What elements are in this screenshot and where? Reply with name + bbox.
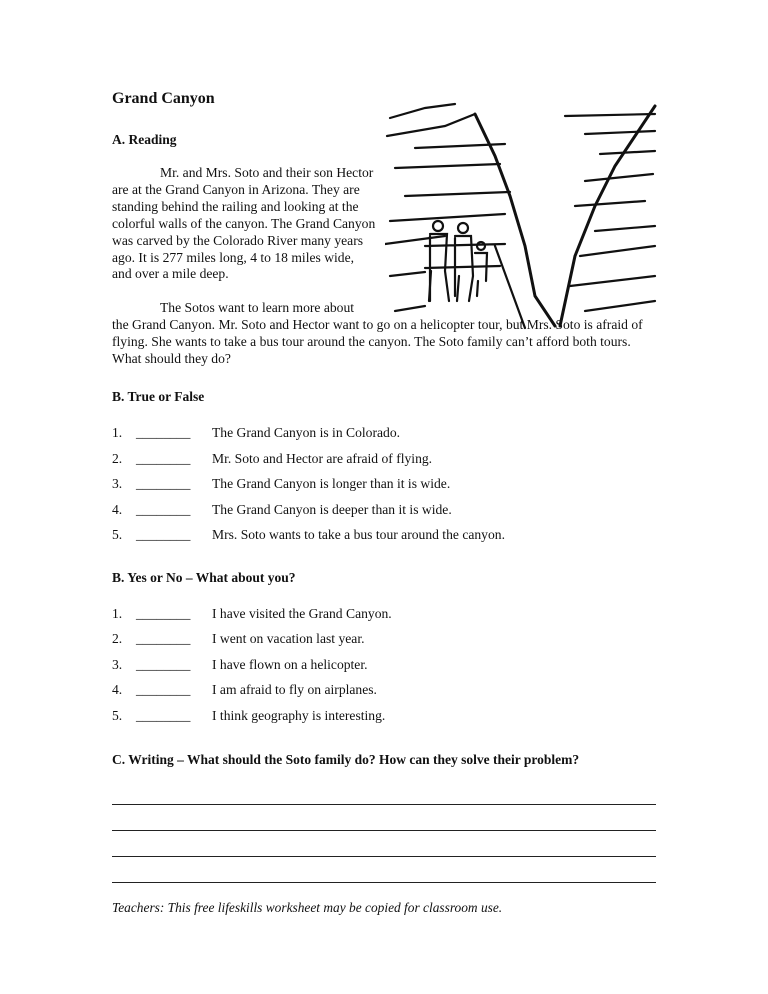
- reading-heading: A. Reading: [112, 132, 177, 147]
- item-number: 1.: [112, 425, 123, 440]
- writing-heading: C. Writing – What should the Soto family do? How can they solve their problem?: [112, 752, 580, 767]
- item-number: 2.: [112, 631, 123, 646]
- reading-paragraph-2-rest: the Grand Canyon. Mr. Soto and Hector want to go on a helicopter tour, but Mrs. Soto is afraid of flying. She wants to take a bus tour around the canyon. The Soto family can’t afford both tours. What should they do?: [112, 317, 643, 366]
- item-text: The Grand Canyon is deeper than it is wide.: [212, 502, 452, 517]
- footer-note: Teachers: This free lifeskills worksheet may be copied for classroom use.: [112, 900, 503, 915]
- writing-line[interactable]: [112, 882, 656, 883]
- answer-blank[interactable]: ________: [136, 657, 191, 672]
- item-text: I think geography is interesting.: [212, 708, 386, 723]
- item-text: I have visited the Grand Canyon.: [212, 606, 392, 621]
- answer-blank[interactable]: ________: [136, 527, 191, 542]
- list-item: [112, 451, 432, 467]
- answer-blank[interactable]: ________: [136, 502, 191, 517]
- item-number: 4.: [112, 502, 123, 517]
- item-text: Mrs. Soto wants to take a bus tour around the canyon.: [212, 527, 505, 542]
- item-text: I have flown on a helicopter.: [212, 657, 368, 672]
- list-item: [112, 708, 385, 724]
- item-number: 2.: [112, 451, 123, 466]
- item-number: 4.: [112, 682, 123, 697]
- answer-blank[interactable]: ________: [136, 451, 191, 466]
- answer-blank[interactable]: ________: [136, 476, 191, 491]
- list-item: [112, 682, 377, 698]
- writing-line[interactable]: [112, 856, 656, 857]
- item-text: I am afraid to fly on airplanes.: [212, 682, 377, 697]
- true-false-heading: B. True or False: [112, 389, 205, 404]
- reading-paragraph-1: Mr. and Mrs. Soto and their son Hector are at the Grand Canyon in Arizona. They are standing behind the railing and looking at the colorful walls of the canyon. The Grand Canyon was carved by the Colorado River many years ago. It is 277 miles long, 4 to 18 miles wide, and over a mile deep.: [112, 165, 376, 282]
- item-text: I went on vacation last year.: [212, 631, 365, 646]
- writing-line[interactable]: [112, 804, 656, 805]
- item-number: 3.: [112, 476, 123, 491]
- item-number: 5.: [112, 527, 123, 542]
- item-number: 5.: [112, 708, 123, 723]
- item-text: The Grand Canyon is in Colorado.: [212, 425, 401, 440]
- grand-canyon-illustration: [385, 96, 657, 334]
- reading-paragraph-2-start: The Sotos want to learn more about: [160, 300, 355, 315]
- answer-blank[interactable]: ________: [136, 606, 191, 621]
- item-number: 3.: [112, 657, 123, 672]
- answer-blank[interactable]: ________: [136, 708, 191, 723]
- list-item: [112, 631, 365, 647]
- list-item: [112, 527, 505, 543]
- list-item: [112, 425, 400, 441]
- answer-blank[interactable]: ________: [136, 425, 191, 440]
- page-title: Grand Canyon: [112, 90, 215, 107]
- yes-no-heading: B. Yes or No – What about you?: [112, 570, 296, 585]
- item-text: Mr. Soto and Hector are afraid of flying.: [212, 451, 433, 466]
- list-item: [112, 657, 368, 673]
- writing-line[interactable]: [112, 830, 656, 831]
- item-number: 1.: [112, 606, 123, 621]
- list-item: [112, 502, 452, 518]
- list-item: [112, 606, 392, 622]
- list-item: [112, 476, 450, 492]
- answer-blank[interactable]: ________: [136, 631, 191, 646]
- item-text: The Grand Canyon is longer than it is wide.: [212, 476, 451, 491]
- answer-blank[interactable]: ________: [136, 682, 191, 697]
